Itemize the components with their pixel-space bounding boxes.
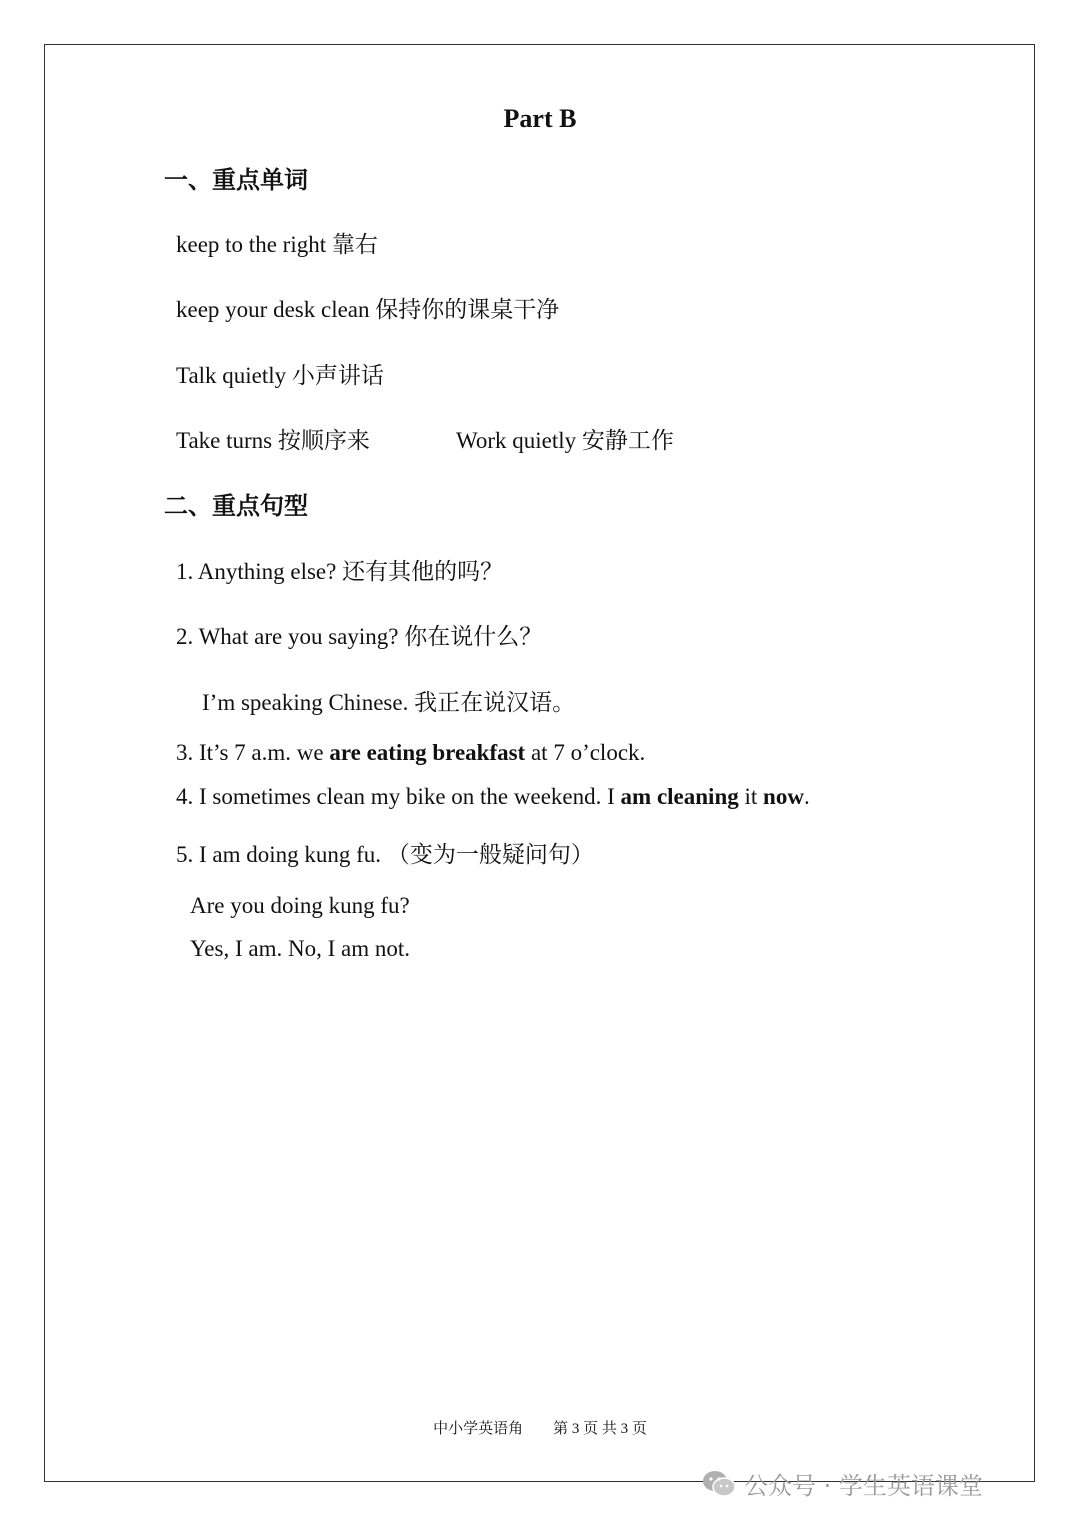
section-heading-sentences: 二、重点句型 [164,492,308,520]
sentence-text: it [738,784,764,809]
vocab-en: Work quietly [456,428,577,453]
sentence-item [202,684,575,717]
vocab-item [176,357,384,390]
sentence-en: I’m speaking Chinese. [202,690,409,715]
watermark [702,1466,983,1501]
sentence-en: 2. What are you saying? [176,624,399,649]
vocab-cn: 按顺序来 [277,428,370,454]
page-footer [0,1417,1080,1438]
section-heading-words: 一、重点单词 [164,166,308,194]
sentence-item [176,784,810,810]
vocab-en: keep your desk clean [176,297,370,322]
watermark-text: 公众号 · 学生英语课堂 [744,1472,983,1500]
sentence-bold: now [763,784,804,809]
vocab-cn: 靠右 [331,232,378,258]
sentence-text: 3. It’s 7 a.m. we [176,740,330,765]
wechat-icon [702,1470,736,1498]
footer-page-number: 第 3 页 共 3 页 [553,1421,647,1437]
vocab-cn: 小声讲话 [291,363,384,389]
sentence-item [176,618,542,651]
vocab-item [176,226,378,259]
footer-source: 中小学英语角 [433,1421,524,1437]
sentence-item [176,740,645,766]
vocab-en: Talk quietly [176,363,287,388]
vocab-item [176,291,559,324]
sentence-cn: （变为一般疑问句） [386,842,594,868]
sentence-en: 5. I am doing kung fu. [176,842,382,867]
sentence-cn: 还有其他的吗？ [342,559,504,585]
vocab-en: Take turns [176,428,273,453]
answer-responses: Yes, I am. No, I am not. [190,936,410,961]
sentence-bold: am cleaning [620,784,739,809]
page-title: Part B [503,104,577,133]
sentence-cn: 你在说什么？ [404,624,543,650]
sentence-text: . [803,784,810,809]
vocab-item [176,422,370,455]
vocab-en: keep to the right [176,232,327,257]
sentence-bold: are eating breakfast [329,740,526,765]
sentence-item [176,836,594,869]
sentence-cn: 我正在说汉语。 [414,690,576,716]
vocab-cn: 安静工作 [581,428,674,454]
sentence-text: at 7 o’clock. [525,740,646,765]
sentence-item [176,553,503,586]
sentence-text: 4. I sometimes clean my bike on the weekend. I [176,784,621,809]
answer-question: Are you doing kung fu? [190,893,410,918]
sentence-en: 1. Anything else? [176,559,337,584]
vocab-item [456,422,674,455]
vocab-cn: 保持你的课桌干净 [375,297,560,323]
